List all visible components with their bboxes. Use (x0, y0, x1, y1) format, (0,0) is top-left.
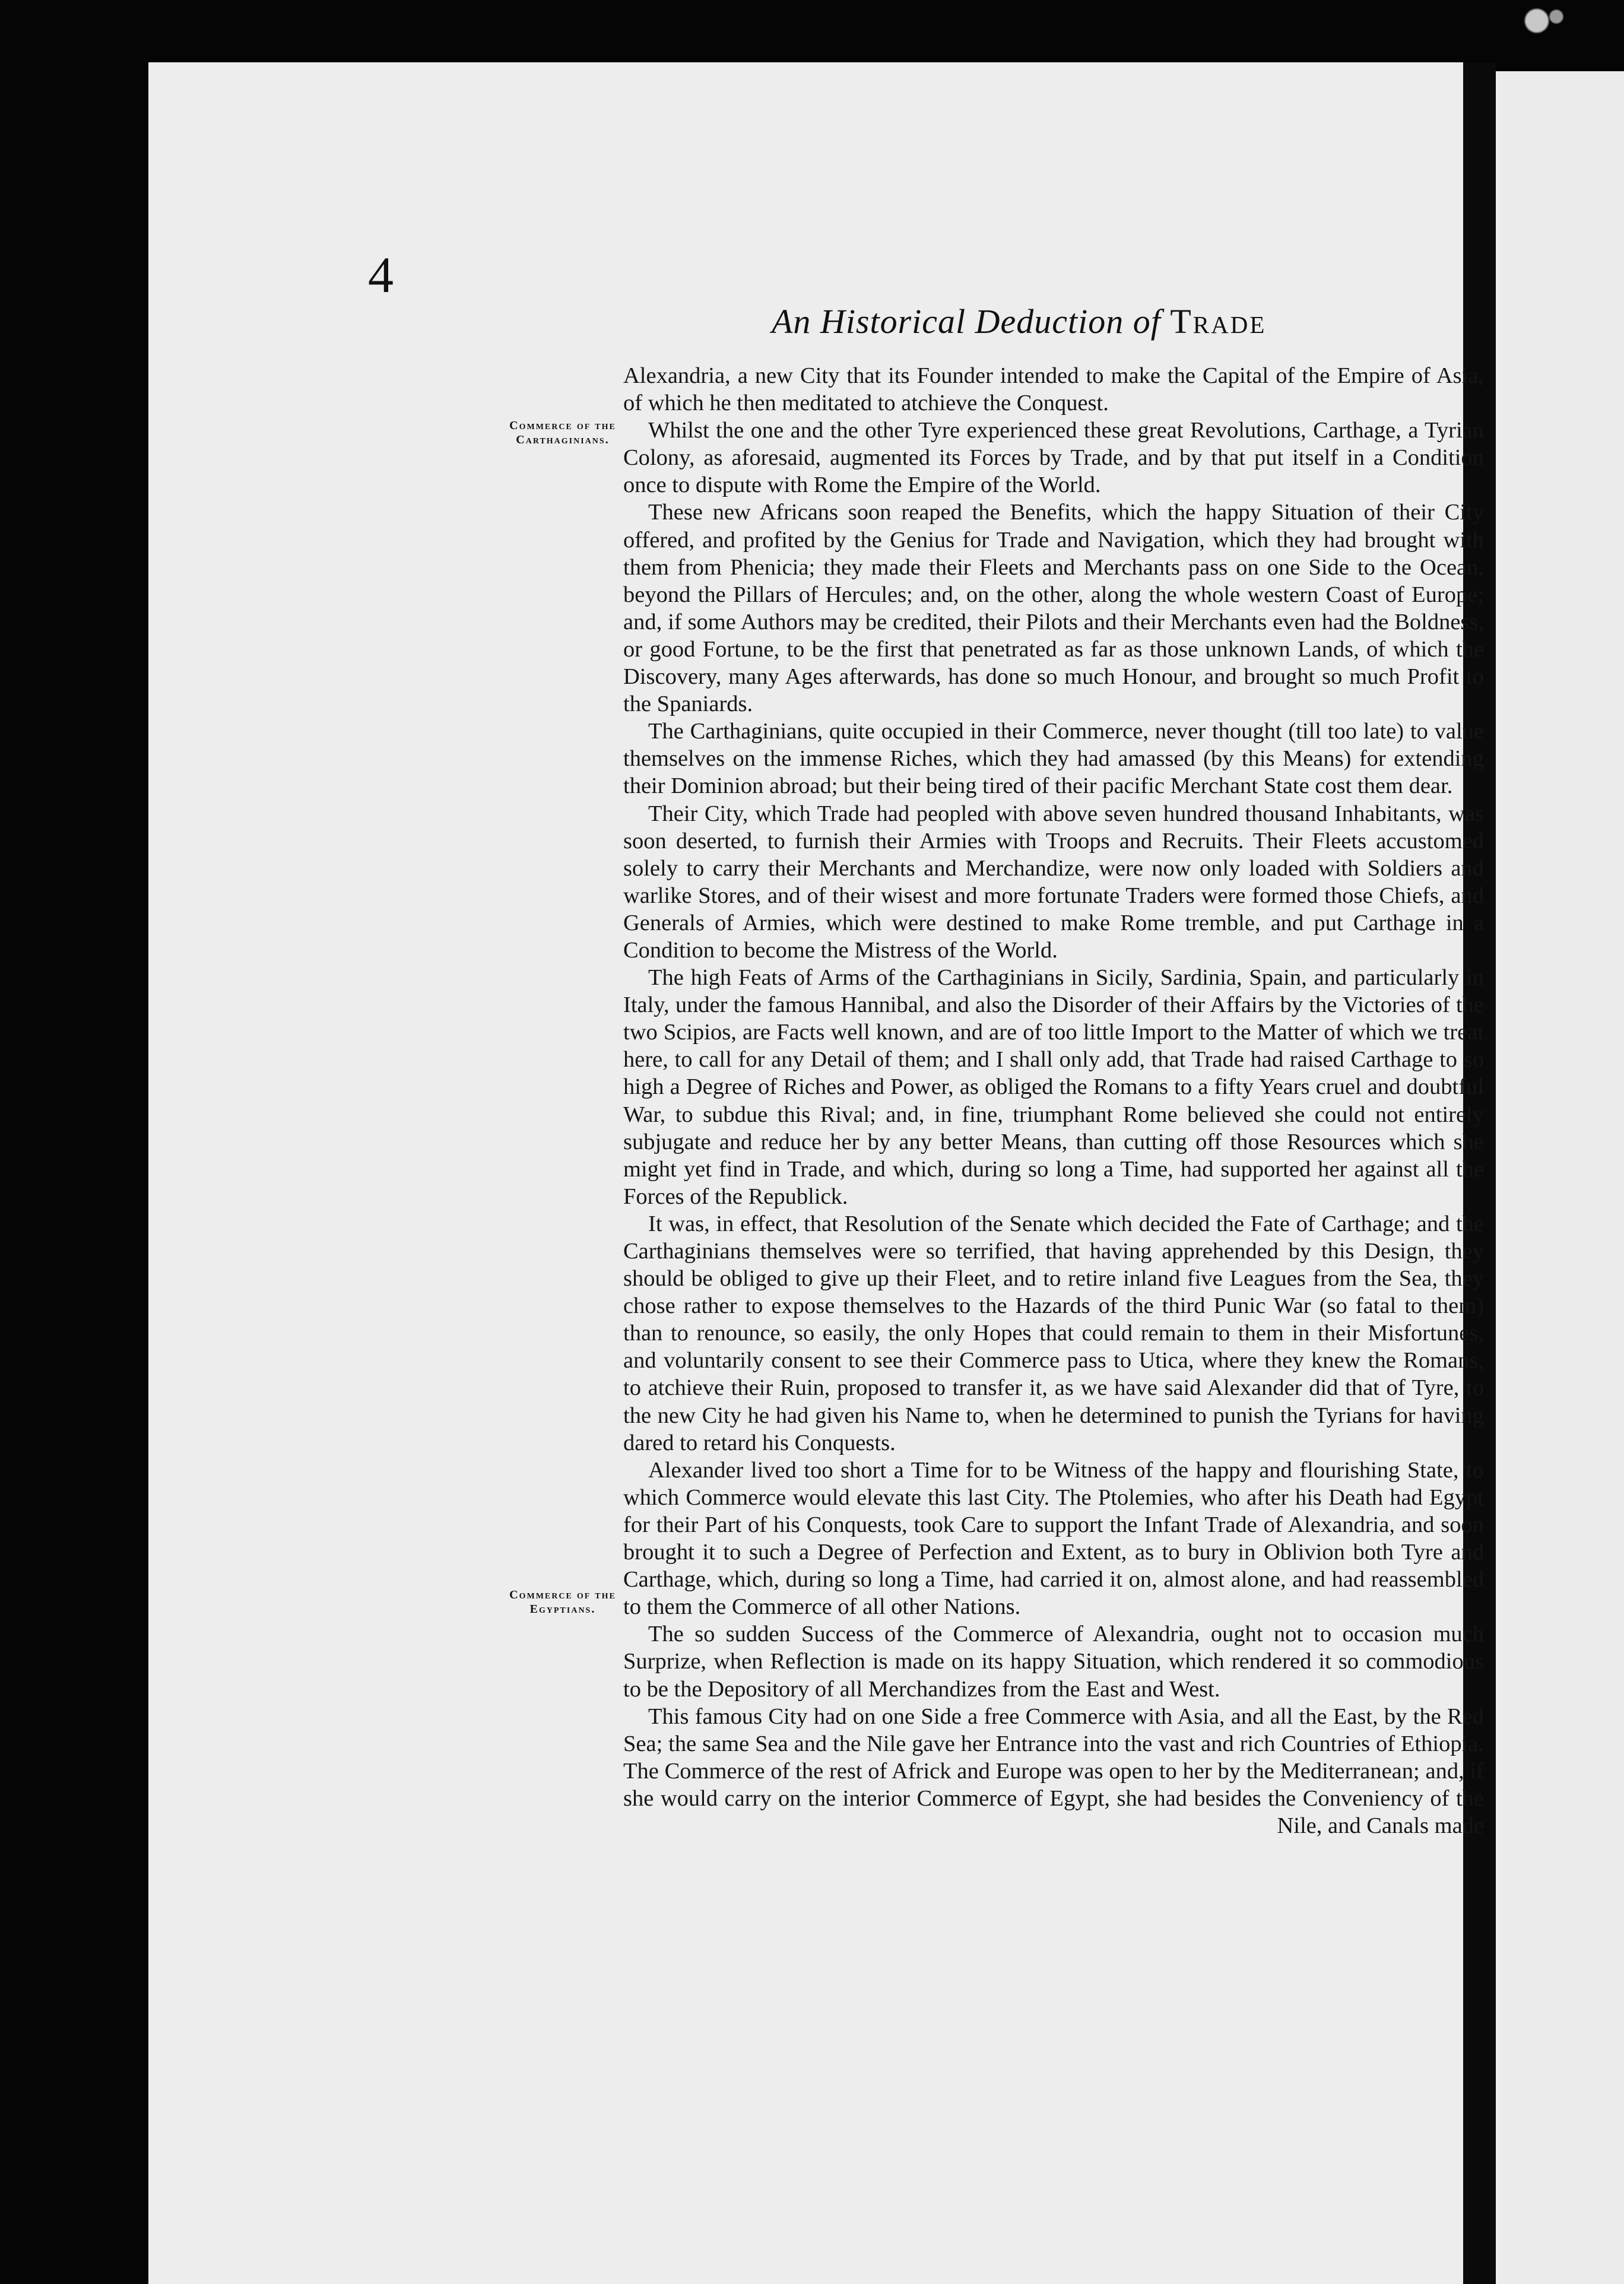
paragraph: The Carthaginians, quite occupied in their Commerce, never thought (till too late) to value themselves on the immense Riches, which they had amassed (by this Means) for extending their Dominion abroad; but their being tired of their pacific Merchant State cost them dear. (623, 719, 1484, 799)
paragraph: It was, in effect, that Resolution of the Senate which decided the Fate of Carthage; and the Carthaginians themselves were so terrified, that having apprehended by this Design, they should be obliged to give up their Fleet, and to retire inland five Leagues from the Sea, they chose rather to expose themselves to the Hazards of the third Punic War (so fatal to them) than to renounce, so easily, the only Hopes that could remain to them in their Misfortunes, and voluntarily consent to see their Commerce pass to Utica, where they knew the Romans, to atchieve their Ruin, proposed to transfer it, as we have said Alexander did that of Tyre, to the new City he had given his Name to, when he determined to punish the Tyrians for having dared to retard his Conquests. (623, 1211, 1484, 1455)
body-text (623, 362, 1484, 1839)
paragraph: The so sudden Success of the Commerce of Alexandria, ought not to occasion much Surprize, when Reflection is made on its happy Situation, which rendered it so commodious to be the Depository of all Merchandizes from the East and West. (623, 1622, 1484, 1702)
page-number: 4 (368, 246, 394, 303)
margin-note-egyptians: Commerce of the Egyptians. (509, 1588, 616, 1616)
paragraph: These new Africans soon reaped the Benefits, which the happy Situation of their City offered, and profited by the Genius for Trade and Navigation, which they had brought with them from Phenicia; they made their Fleets and Merchants pass on one Side to the Ocean, beyond the Pillars of Hercules; and, on the other, along the whole western Coast of Europe; and, if some Authors may be credited, their Pilots and their Merchants even had the Boldness, or good Fortune, to be the first that penetrated as far as those unknown Lands, of which the Discovery, many Ages afterwards, has done so much Honour, and brought so much Profit to the Spaniards. (623, 500, 1484, 717)
paragraph: The high Feats of Arms of the Carthaginians in Sicily, Sardinia, Spain, and particularly in Italy, under the famous Hannibal, and also the Disorder of their Affairs by the Victories of the two Scipios, are Facts well known, and are of too little Import to the Matter of which we treat here, to call for any Detail of them; and I shall only add, that Trade had raised Carthage to so high a Degree of Riches and Power, as obliged the Romans to a fifty Years cruel and doubtful War, to subdue this Rival; and, in fine, triumphant Rome believed she could not entirely subjugate and reduce her by any better Means, than cutting off those Resources which she might yet find in Trade, and which, during so long a Time, had supported her against all the Forces of the Republick. (623, 965, 1484, 1209)
facing-page-edge (1496, 71, 1624, 2284)
book-page (148, 62, 1484, 2284)
paragraph: Alexander lived too short a Time for to be Witness of the happy and flourishing State, to which Commerce would elevate this last City. The Ptolemies, who after his Death had Egypt for their Part of his Conquests, took Care to support the Infant Trade of Alexandria, and soon brought it to such a Degree of Perfection and Extent, as to bury in Oblivion both Tyre and Carthage, which, during so long a Time, had carried it on, almost alone, and had reassembled to them the Commerce of all other Nations. (623, 1457, 1484, 1620)
paragraph: This famous City had on one Side a free Commerce with Asia, and all the East, by the Red Sea; the same Sea and the Nile gave her Entrance into the vast and rich Countries of Ethiopia. The Commerce of the rest of Africk and Europe was open to her by the Mediterranean; and, if she would carry on the interior Commerce of Egypt, she had besides the Conveniency of the Nile, and Canals made (623, 1704, 1484, 1838)
margin-note-carthaginians: Commerce of the Carthaginians. (509, 419, 616, 446)
scan-specks (1511, 0, 1576, 42)
paragraph: Whilst the one and the other Tyre experienced these great Revolutions, Carthage, a Tyrian Colony, as aforesaid, augmented its Forces by Trade, and by that put itself in a Condition once to dispute with Rome the Empire of the World. (623, 418, 1484, 498)
running-head-subject: Trade (1170, 302, 1267, 341)
running-head (772, 304, 1365, 339)
paragraph: Their City, which Trade had peopled with above seven hundred thousand Inhabitants, was soon deserted, to furnish their Armies with Troops and Recruits. Their Fleets accustomed solely to carry their Merchants and Merchandize, were now only loaded with Soldiers and warlike Stores, and of their wisest and more fortunate Traders were formed those Chiefs, and Generals of Armies, which were destined to make Rome tremble, and put Carthage in a Condition to become the Mistress of the World. (623, 801, 1484, 963)
paragraph: Alexandria, a new City that its Founder intended to make the Capital of the Empire of Asia, of which he then meditated to atchieve the Conquest. (623, 363, 1484, 416)
running-head-title: An Historical Deduction of (772, 302, 1161, 341)
